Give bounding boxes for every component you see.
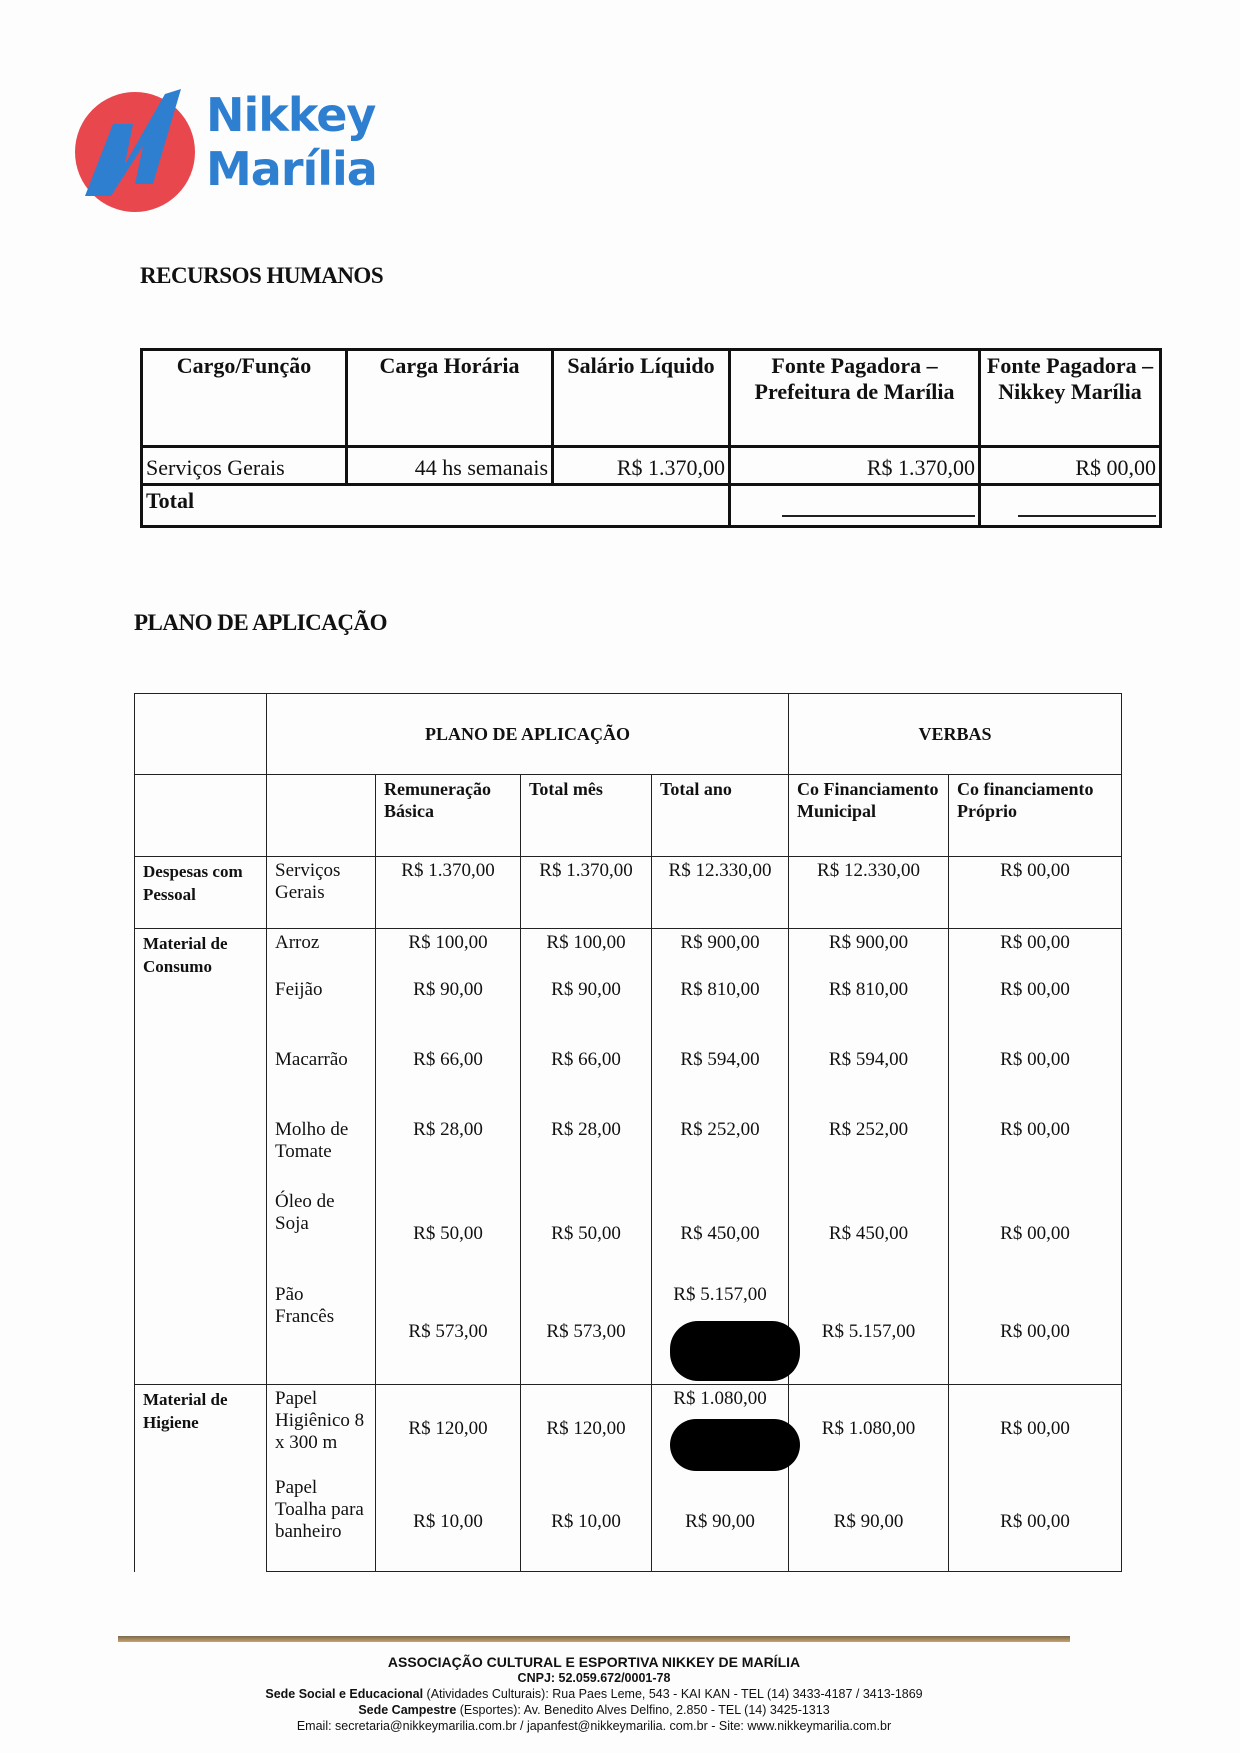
header-cell: Fonte Pagadora – Prefeitura de Marília — [730, 350, 980, 447]
value-cell-text: R$ 252,00 — [828, 1118, 909, 1140]
value-cell — [376, 1116, 521, 1188]
value-cell — [789, 1116, 949, 1188]
value-cell — [949, 857, 1122, 929]
value-cell-text: R$ 00,00 — [1000, 932, 1070, 953]
value-cell — [376, 1474, 521, 1572]
column-header — [652, 775, 789, 857]
column-header-row — [135, 775, 1122, 857]
value-cell — [652, 1116, 789, 1188]
value-cell-text: R$ 00,00 — [1000, 978, 1070, 1000]
value-cell-text: R$ 12.330,00 — [668, 860, 772, 881]
table-row — [142, 447, 1161, 485]
value-cell-text: R$ 810,00 — [828, 978, 909, 1000]
header-cell: Fonte Pagadora – Nikkey Marília — [980, 350, 1161, 447]
value-cell-text: R$ 450,00 — [680, 1223, 760, 1244]
value-cell-text: R$ 10,00 — [413, 1511, 483, 1533]
item-name-cell-text: Macarrão — [275, 1048, 348, 1070]
column-header-text: Co Financiamento Municipal — [797, 779, 939, 821]
group-plano-header — [267, 694, 789, 775]
item-name-cell-text: Papel Higiênico 8 x 300 m — [275, 1388, 365, 1453]
value-cell-text: R$ 450,00 — [828, 1223, 909, 1244]
value-cell-text: R$ 00,00 — [1000, 1118, 1070, 1140]
value-cell — [789, 929, 949, 976]
value-cell-text: R$ 90,00 — [413, 978, 483, 1000]
value-cell — [376, 1046, 521, 1116]
value-cell — [949, 976, 1122, 1046]
item-name-cell-text: Molho de Tomate — [275, 1118, 349, 1162]
value-cell-text: R$ 100,00 — [546, 932, 626, 953]
sede-social-text: (Atividades Culturais): Rua Paes Leme, 543 - KAI KAN - TEL (14) 3433-4187 / 3413-1869 — [423, 1687, 923, 1701]
value-cell — [652, 1046, 789, 1116]
redaction-mark — [670, 1419, 800, 1471]
category-cell-text: Material de Consumo — [143, 934, 228, 976]
value-cell-text: R$ 90,00 — [833, 1511, 904, 1533]
footer-cnpj: CNPJ: 52.059.672/0001-78 — [517, 1671, 671, 1685]
total-row — [142, 485, 1161, 527]
item-name-cell — [267, 1281, 376, 1385]
item-name-cell-text: Pão Francês — [275, 1283, 335, 1327]
value-cell — [521, 929, 652, 976]
value-cell-text: R$ 50,00 — [551, 1223, 621, 1244]
table-row — [135, 1385, 1122, 1474]
value-cell-text: R$ 28,00 — [551, 1118, 621, 1140]
value-cell — [652, 1188, 789, 1281]
item-name-cell-text: Serviços Gerais — [275, 860, 341, 903]
value-cell — [376, 1385, 521, 1474]
cell-salario: R$ 1.370,00 — [553, 447, 730, 485]
value-cell — [789, 976, 949, 1046]
logo-n-mark — [73, 84, 203, 214]
value-cell — [949, 1281, 1122, 1385]
table-row — [135, 929, 1122, 976]
value-cell-text: R$ 1.080,00 — [821, 1418, 916, 1440]
value-cell — [652, 1385, 789, 1474]
value-cell-text: R$ 28,00 — [413, 1118, 483, 1140]
value-cell-text: R$ 1.080,00 — [673, 1388, 767, 1409]
value-cell — [521, 857, 652, 929]
value-cell-text: R$ 1.370,00 — [401, 860, 495, 881]
column-header — [789, 775, 949, 857]
value-cell-text: R$ 66,00 — [413, 1048, 483, 1070]
total-label: Total — [142, 485, 730, 527]
value-cell — [949, 1116, 1122, 1188]
value-cell-text: R$ 90,00 — [685, 1511, 755, 1533]
item-name-cell — [267, 1116, 376, 1188]
value-cell-text: R$ 900,00 — [680, 932, 760, 953]
footer-contact: Email: secretaria@nikkeymarilia.com.br / japanfest@nikkeymarilia. com.br - Site: www.nikkeymarilia.com.br — [296, 1719, 892, 1733]
value-cell-text: R$ 120,00 — [408, 1418, 488, 1440]
value-cell — [376, 976, 521, 1046]
item-name-cell — [267, 976, 376, 1046]
value-cell — [521, 1281, 652, 1385]
value-cell — [521, 1385, 652, 1474]
column-header — [521, 775, 652, 857]
value-cell-text: R$ 00,00 — [1000, 1321, 1070, 1343]
value-cell — [521, 1474, 652, 1572]
value-cell — [521, 1188, 652, 1281]
value-cell — [652, 1474, 789, 1572]
category-cell — [135, 857, 267, 929]
item-name-cell-text: Óleo de Soja — [275, 1190, 335, 1234]
value-cell — [949, 1474, 1122, 1572]
category-cell-text: Despesas com Pessoal — [143, 862, 243, 904]
value-cell-text: R$ 5.157,00 — [673, 1283, 767, 1305]
nikkey-marilia-logo — [73, 84, 393, 214]
value-cell-text: R$ 10,00 — [551, 1511, 621, 1533]
sede-campestre-text: (Esportes): Av. Benedito Alves Delfino, 2.850 - TEL (14) 3425-1313 — [456, 1703, 830, 1717]
column-header — [949, 775, 1122, 857]
footer-org: ASSOCIAÇÃO CULTURAL E ESPORTIVA NIKKEY DE MARÍLIA — [387, 1654, 801, 1670]
cell-cargo: Serviços Gerais — [142, 447, 347, 485]
value-cell — [789, 1385, 949, 1474]
value-cell-text: R$ 594,00 — [828, 1048, 909, 1070]
value-cell — [949, 1385, 1122, 1474]
table-row — [135, 976, 1122, 1046]
group-verbas-header — [789, 694, 1122, 775]
table-header-row — [142, 350, 1161, 447]
table-row — [135, 1046, 1122, 1116]
sede-social-label: Sede Social e Educacional — [265, 1687, 424, 1701]
section-title-plano: PLANO DE APLICAÇÃO — [134, 610, 387, 635]
item-name-cell-text: Feijão — [275, 978, 323, 1000]
value-cell-text: R$ 90,00 — [551, 978, 621, 1000]
column-header-text: Remuneração Básica — [384, 779, 491, 821]
empty-cell — [267, 775, 376, 857]
category-cell-text: Material de Higiene — [143, 1390, 228, 1432]
group-header-row — [135, 694, 1122, 775]
item-name-cell — [267, 1474, 376, 1572]
table-row — [135, 1281, 1122, 1385]
value-cell — [376, 1281, 521, 1385]
value-cell-text: R$ 1.370,00 — [539, 860, 633, 881]
value-cell — [789, 1474, 949, 1572]
value-cell — [521, 1046, 652, 1116]
item-name-cell-text: Papel Toalha para banheiro — [275, 1476, 364, 1542]
header-cell: Salário Líquido — [553, 350, 730, 447]
table-row — [135, 857, 1122, 929]
cell-fonte-nikkey: R$ 00,00 — [980, 447, 1161, 485]
group-verbas-header-text: VERBAS — [918, 724, 992, 744]
value-cell-text: R$ 252,00 — [680, 1118, 760, 1140]
value-cell — [652, 1281, 789, 1385]
empty-cell — [135, 775, 267, 857]
footer-sede-campestre — [118, 1702, 1070, 1718]
value-cell-text: R$ 00,00 — [1000, 1511, 1070, 1533]
value-cell — [652, 929, 789, 976]
value-cell — [949, 1188, 1122, 1281]
value-cell — [376, 929, 521, 976]
column-header-text: Total ano — [660, 779, 732, 799]
footer-sede-social — [118, 1686, 1070, 1702]
value-cell — [789, 1188, 949, 1281]
plano-aplicacao-table — [134, 693, 1122, 1572]
category-cell — [135, 1385, 267, 1572]
value-cell-text: R$ 00,00 — [1000, 860, 1070, 881]
value-cell — [521, 976, 652, 1046]
sede-campestre-label: Sede Campestre — [358, 1703, 457, 1717]
logo-text-marilia: Marília — [206, 142, 377, 196]
total-nikkey — [980, 485, 1161, 527]
value-cell-text: R$ 00,00 — [1000, 1223, 1070, 1244]
value-cell-text: R$ 594,00 — [680, 1048, 760, 1070]
column-header — [376, 775, 521, 857]
item-name-cell — [267, 929, 376, 976]
value-cell — [376, 857, 521, 929]
item-name-cell-text: Arroz — [275, 932, 320, 953]
value-cell-text: R$ 00,00 — [1000, 1418, 1070, 1440]
value-cell-text: R$ 50,00 — [413, 1223, 483, 1244]
recursos-humanos-table — [140, 348, 1162, 528]
table-row — [135, 1188, 1122, 1281]
redaction-mark — [670, 1321, 800, 1381]
value-cell — [789, 1281, 949, 1385]
value-cell — [376, 1188, 521, 1281]
header-cell: Cargo/Função — [142, 350, 347, 447]
value-cell-text: R$ 12.330,00 — [817, 860, 920, 881]
value-cell-text: R$ 573,00 — [408, 1321, 488, 1343]
cell-fonte-prefeitura: R$ 1.370,00 — [730, 447, 980, 485]
category-cell — [135, 929, 267, 1385]
table-row — [135, 1116, 1122, 1188]
value-cell-text: R$ 900,00 — [828, 932, 909, 953]
value-cell-text: R$ 100,00 — [408, 932, 488, 953]
section-title-recursos-humanos: RECURSOS HUMANOS — [140, 263, 384, 288]
item-name-cell — [267, 1385, 376, 1474]
total-prefeitura — [730, 485, 980, 527]
footer-divider — [118, 1636, 1070, 1642]
column-header-text: Total mês — [529, 779, 603, 799]
value-cell-text: R$ 00,00 — [1000, 1048, 1070, 1070]
value-cell-text: R$ 66,00 — [551, 1048, 621, 1070]
header-cell: Carga Horária — [347, 350, 553, 447]
value-cell — [949, 929, 1122, 976]
value-cell-text: R$ 120,00 — [546, 1418, 626, 1440]
value-cell — [652, 857, 789, 929]
value-cell — [521, 1116, 652, 1188]
column-header-text: Co financiamento Próprio — [957, 779, 1094, 821]
value-cell — [949, 1046, 1122, 1116]
value-cell-text: R$ 810,00 — [680, 978, 760, 1000]
value-cell-text: R$ 573,00 — [546, 1321, 626, 1343]
group-plano-header-text: PLANO DE APLICAÇÃO — [425, 724, 631, 744]
value-cell — [652, 976, 789, 1046]
item-name-cell — [267, 1046, 376, 1116]
cell-carga: 44 hs semanais — [347, 447, 553, 485]
table-row — [135, 1474, 1122, 1572]
value-cell-text: R$ 5.157,00 — [821, 1321, 916, 1343]
empty-cell — [135, 694, 267, 775]
logo-text-nikkey: Nikkey — [206, 88, 376, 142]
item-name-cell — [267, 857, 376, 929]
item-name-cell — [267, 1188, 376, 1281]
value-cell — [789, 1046, 949, 1116]
value-cell — [789, 857, 949, 929]
